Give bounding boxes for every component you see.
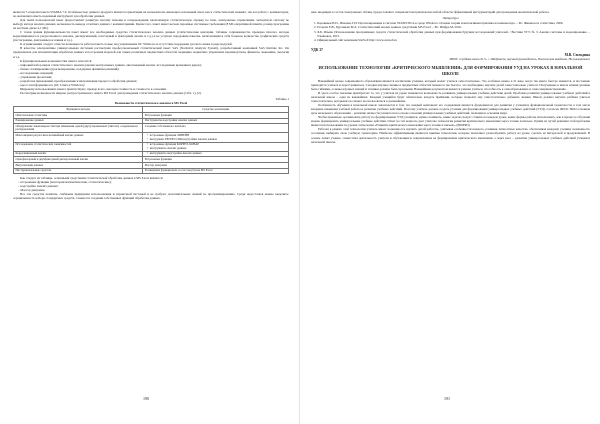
table-header-cell: Функция и методы xyxy=(14,107,143,113)
tool-text: встроенные функции ЛИНЕЙН xyxy=(149,132,190,137)
excel-analysis-table xyxy=(13,106,289,174)
bullet-icon: • xyxy=(146,142,148,147)
tool-text: встроенные функции КОРРЕЛ, КОВАР xyxy=(149,142,199,147)
paragraph: Для таких пользователей пакет предоставляет развитую систему помощи и сопровождения, включающую статистическую справку по теме, электронные справочники, экспертную систему по выбору метода анализа данных, возможность вывода отчетных данных с комментариями. Кроме того, пакет имеет весьма скромные системные требования (8 Mb оперативной памяти, размер программы на жестком диске 4,1 Mb). xyxy=(13,18,289,31)
tool-bullet-item xyxy=(145,138,287,142)
table-cell-tool xyxy=(143,142,289,151)
tool-bullet-item xyxy=(145,152,287,156)
table-cell-tool: Мастер диаграмм xyxy=(143,163,289,169)
page-number: 191 xyxy=(444,396,450,401)
table-cell-function: Обнаружение закономерностей при изменении одной (двух) переменных (гипотез) о нормальном распределении xyxy=(14,124,143,133)
list-item: – разработка приложений, преобразование и визуализация процесса обработки данных; xyxy=(18,78,138,83)
table-cell-function: Однофакторный и двухфакторный дисперсионный анализ xyxy=(14,157,143,163)
table-row xyxy=(14,168,289,174)
paragraph: Рассмотрим возможности широко распространенного пакета MS Excel для проведения статистического анализа данных (табл. 1), [2]. xyxy=(20,90,202,95)
table-row xyxy=(14,124,289,133)
references-heading: Литература xyxy=(442,16,459,21)
paragraph: Важнейшей целью современного образования является воспитание ученика, который может учиться самостоятельно. Это особенно важно в 21 веке, когда так много быстро меняется, и постоянно приходится учиться и перестраиваться. Сегодня научное знание в предметных областях меняется так быстро, что необходимо научить детей самостоятельно учиться. Полученные в школе знания должны быть гибкими, основы научных знаний и техники должны быть прочными. Важнейшим результатом является умение учиться, способность к самообразованию и самосовершенствованию. xyxy=(311,78,590,91)
table-header-cell: Средство реализации xyxy=(143,107,289,113)
table-cell-function: Корреляционный анализ xyxy=(14,151,143,157)
paragraph: Особенность обучения в начальной школе заключается в том, что каждый компонент его содержания является фундаментом для развития у учащихся функциональной грамотности, в том числе владение навыками учебной работы и развитие учебных действий. Поэтому учитель должен создать условия для формирования универсальных учебных действий (УУД). Согласно ФГОС НОО основная цель начального образования – развитие личности учащегося на основе освоения универсальных учебных действий, познания и освоения мира. xyxy=(311,103,590,116)
paragraph: Работая в рамках этой технологии учитель имеет возможность научить детей работать, учитывая особенности каждого, развивая личностные качества, обеспечивая каждому ученику возможность осознанно выбирать свою учебную траекторию. Наиболее эффективными являются приёмы технологии, которые позволяют разнообразить работу на уроке, сделать её интересной и продуктивной. В основе лежит учение, совместная деятельность учителя и обучающихся, направленная на формирование критического мышления, а через него – развитие универсальных учебных действий учащихся начальной школы. xyxy=(311,127,590,144)
paragraph: И здесь особое значение приобретает то, что у учителя на уроке появляется возможность развивать универсальные учебные действия детей. Проблема развития универсальных учебных действий в начальной школе – одна из важнейших. Каждый учащийся будет обязательно владеть приёмами, которые позволят ему самостоятельно добывать знания. Школа должна научить ребёнка учиться самостоятельно, которыми он сможет воспользоваться в дальнейшем. xyxy=(311,91,590,104)
bullet-icon: • xyxy=(146,145,148,150)
list-item: – широкий набор видов статистического анализа (анализ контрольных данных, многомерный анализ, исследование временных рядов); xyxy=(18,62,202,67)
table-cell-function: Исследование статистических зависимостей xyxy=(14,142,143,151)
list-item: – Мастер диаграмм. xyxy=(18,187,46,192)
bullet-icon: • xyxy=(146,132,148,137)
list-item: – бизнес-планирование (прогнозирование, поддержка принятия решений); xyxy=(18,66,120,71)
right-page xyxy=(301,0,600,424)
udk-code: УДК 37 xyxy=(311,48,323,53)
paragraph: Чтобы правильно организовать работу по формированию УУД учащихся, нужно понимать, какие задачи следует ставить на каждом уроке, какие формы работы использовать, как в процессе обучения можно формировать универсальные учебные действия. Ответ на эти вопросы дает учителю технология развития критического мышления через чтение и письмо. Одним из путей решения этой проблемы является использование на уроках технологии «Развитие критического мышления через чтение и письмо» (РКМЧП). xyxy=(311,115,590,128)
table-row xyxy=(14,142,289,151)
table-cell-tool: Встроенные функции xyxy=(143,157,289,163)
reference-item: 2. Егорова Е.В., Бурлакова М.А. Статистический анализ данных средствами MS Excel. – М.: Инфра-М, 2016. xyxy=(314,25,462,30)
table-row xyxy=(14,133,289,142)
paragraph: С точки зрения функциональности пакет имеет все необходимые средства статистического анализа данных (статистические критерии, таблицы сопряженности, проверка гипотез, методы корреляционного и регрессионного анализа, дисперсионный, кластерный и факторный анализ и т.д.) и не уступает передовым пакетам, включающим в себя большое количество графических средств (гистограммы, диаграммы рассеяния и т.д.). xyxy=(13,30,289,43)
list-item: – надстройка Анализ данных; xyxy=(18,183,59,188)
list-item: – встроенные функции (категории математические, статистические); xyxy=(18,179,112,184)
table-cell-tool: Инструменты надстройки Анализ данных xyxy=(143,118,289,124)
feature-list xyxy=(13,63,289,87)
table-cell-tool: Расширение функционала за счет надстроек MS Excel xyxy=(143,168,289,174)
paragraph: является 7-я версия пакета STADIA 7.0. Особенностью данного продукта является ориентация на пользователя, имеющего начальный опыт, как в статистических знаниях, так и в работе с компьютером, но желающего иметь надежный инструмент для обработки данных. xyxy=(13,10,289,19)
table-cell-function: Ранжирование данных xyxy=(14,118,143,124)
bullet-icon: • xyxy=(146,151,148,156)
tool-text: инструмент РЕГРЕССИЯ надстройки Анализ данных xyxy=(149,136,217,141)
table-cell-function: Описательная статистика xyxy=(14,113,143,119)
paragraph: ных, вводящих в состав электронных таблиц, предоставляют специалистам практически любой области эффективный инструментарий для проведения аналитической работы. xyxy=(311,10,550,14)
tool-text: инструменты надстройки Анализ данных xyxy=(149,151,202,156)
list-item: – исследование операций; xyxy=(18,70,54,75)
author-name: М.В. Сюльдина xyxy=(564,53,590,58)
left-page xyxy=(0,0,298,424)
table-title: Возможности статистического анализа в MS Excel xyxy=(114,101,188,106)
reference-item: 1. Боровиков В.П., Ивченко Г.И. Прогнозирование в системе STATISTICA в среде Windows. Основы теории и интенсивная практика на компьютере. – М.: Финансы и статистика, 2006. xyxy=(314,21,564,26)
paragraph: К функциональным возможностям пакета относятся: xyxy=(20,58,93,63)
table-cell-tool: Создание собственного шаблона xyxy=(143,124,289,133)
table-cell-tool: Встроенные функции xyxy=(143,113,289,119)
list-item: – кросс-платформенность (ОС Linux и Windows). xyxy=(18,82,86,87)
reference-item: 4. Официальный сайт компании StatSoft http://www.statsoft.ru xyxy=(314,38,398,43)
paragraph: Как следует из таблицы, основными средствами статистической обработки данных в MS Excel являются: xyxy=(20,175,164,180)
paragraph: Широкому использованию пакета препятствуют, прежде всего, высокая стоимость и сложность в освоении. xyxy=(20,86,167,91)
table-cell-function: Инструментальные средства xyxy=(14,168,143,174)
author-affiliation: МБОУ «Средняя школа № 5» г. Шадринска, научный руководитель, Поволжская академия, Нижневартовск xyxy=(449,57,590,62)
references-list xyxy=(311,21,590,42)
list-item: – управление проектами; xyxy=(18,74,53,79)
page-gutter xyxy=(299,0,300,424)
tool-text: инструменты Анализ данных xyxy=(149,145,187,150)
tool-bullet-item xyxy=(145,147,287,151)
paragraph: К ограничениям следует отнести возможность работы пакета только под управлением ОС Windows и отсутствие поддержки русского языка в ряде модулей. xyxy=(20,42,233,47)
reference-item: 3. Б.Б. Ильин. Использование программных средств статистической обработки данных при формировании будущих исследований учителей. / Вестник УГУ. № 3. Анализ системы и моделирование. – Ульяновск, 2015. xyxy=(314,29,590,38)
table-cell-tool xyxy=(143,133,289,142)
article-title: ИСПОЛЬЗОВАНИЕ ТЕХНОЛОГИИ «КРИТИЧЕСКОГО МЫШЛЕНИЯ» ДЛЯ ФОРМИРОВАНИЯ УУД НА УРОКАХ В НАЧАЛЬНОЙ ШКОЛЕ xyxy=(318,65,583,76)
table-label: Таблица 1 xyxy=(275,96,289,101)
table-cell-function: Многомерная регрессия и нелинейный анализ данных xyxy=(14,133,143,142)
page-number: 190 xyxy=(143,396,149,401)
tools-list xyxy=(13,180,289,192)
bullet-icon: • xyxy=(146,136,148,141)
paragraph: Все эти средства понятны, снабжены примерами использования и справочной системой и не требуют дополнительных знаний по программированию. Среди недостатков можно выделить: ограниченность набора стандартных средств, сложность создания собственных функций обработки данных. xyxy=(13,191,289,200)
table-cell-function: Визуализация данных xyxy=(14,163,143,169)
paragraph: В качестве альтернативы универсальным системам рассмотрим профессиональный статистический пакет SAS (Statistical Analysis System), разработанный компанией SAS Institute Inc. Он предназначен для автоматизации обработки данных и построения моделей для самых различных предметных областей: медицина, маркетинг, управление производством, финансы, экономика, экология и т.д. xyxy=(13,46,289,59)
